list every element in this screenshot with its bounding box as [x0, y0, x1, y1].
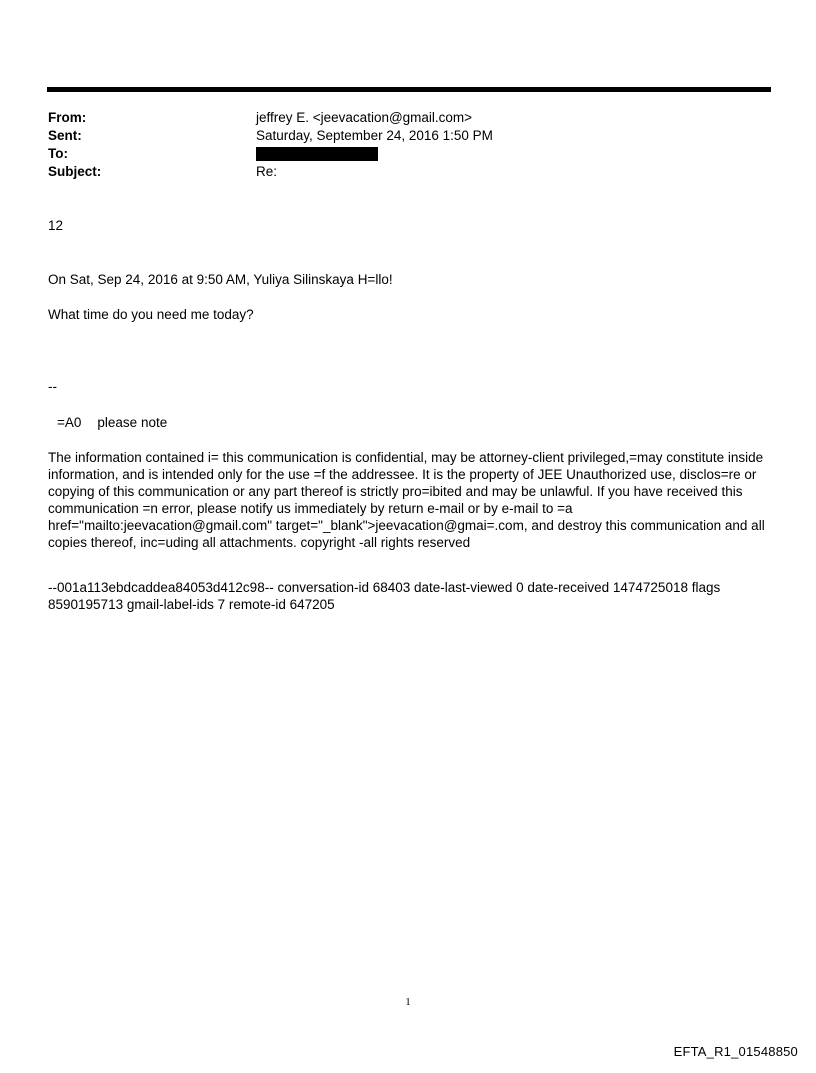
note-prefix: =A0 [57, 415, 82, 430]
subject-row [48, 163, 748, 181]
quoted-message-header: On Sat, Sep 24, 2016 at 9:50 AM, Yuliya Silinskaya H=llo! [48, 272, 393, 287]
quoted-message-question: What time do you need me today? [48, 307, 254, 322]
from-row [48, 109, 748, 127]
confidentiality-disclaimer: The information contained i= this communication is confidential, may be attorney-client privileged,=may constitute inside information, and is intended only for the use =f the addressee. It is the property of JEE Unauthorized use, disclos=re or copying of this communication or any part thereof is strictly pro=ibited and may be unlawful. If you have received this communication =n error, please notify us immediately by return e-mail or by e-mail to =a href="mailto:jeevacation@gmail.com" target="_blank">jeevacation@gmai=.com, and destroy this communication and all copies thereof, inc=uding all attachments. copyright -all rights reserved [48, 450, 765, 550]
reply-text: 12 [48, 218, 64, 233]
redaction-bar [256, 147, 378, 161]
signature-separator: -- [48, 379, 57, 394]
sent-label: Sent: [48, 128, 82, 143]
document-id: EFTA_R1_01548850 [673, 1044, 798, 1059]
subject-label: Subject: [48, 164, 102, 179]
sent-row [48, 127, 748, 145]
page-number: 1 [405, 996, 411, 1008]
from-label: From: [48, 110, 87, 125]
note-text: please note [97, 415, 168, 430]
note-line [57, 414, 777, 431]
to-row [48, 145, 748, 163]
sent-value: Saturday, September 24, 2016 1:50 PM [256, 128, 493, 143]
to-value [256, 145, 748, 163]
subject-value: Re: [256, 164, 278, 179]
message-metadata: --001a113ebdcaddea84053d412c98-- conversation-id 68403 date-last-viewed 0 date-received 1474725018 flags 8590195713 gmail-label-ids 7 remote-id 647205 [48, 580, 721, 612]
header-divider [47, 87, 771, 92]
to-label: To: [48, 146, 68, 161]
email-header [48, 109, 748, 181]
from-value: jeffrey E. <jeevacation@gmail.com> [256, 110, 473, 125]
